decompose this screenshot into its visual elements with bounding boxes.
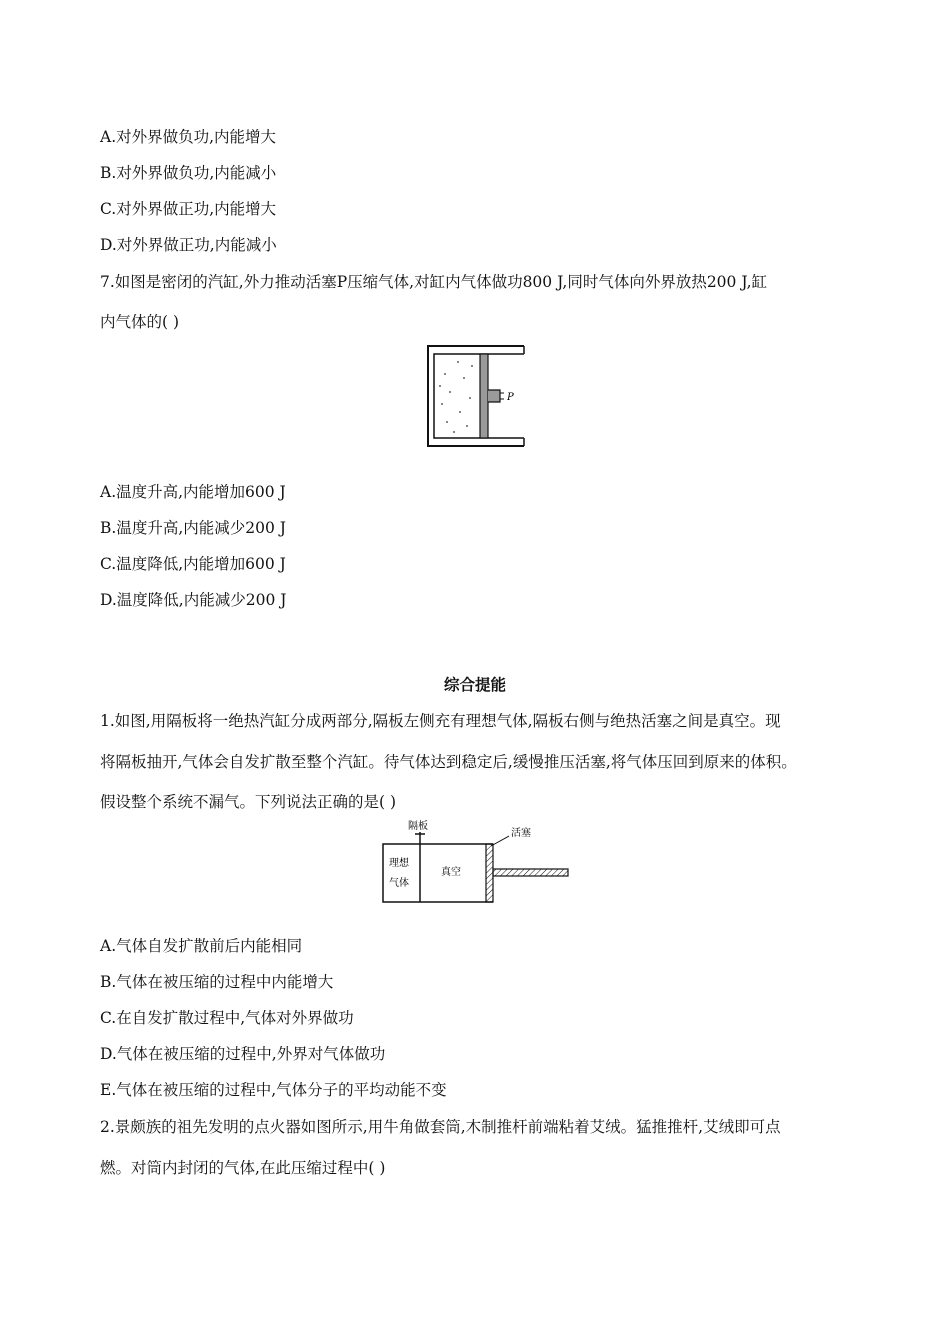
q6-option-a: A.对外界做负功,内能增大: [100, 128, 277, 146]
q7-option-b: B.温度升高,内能减少200 J: [100, 519, 286, 537]
q7-option-d: D.温度降低,内能减少200 J: [100, 591, 287, 609]
c1-option-d: D.气体在被压缩的过程中,外界对气体做功: [100, 1045, 386, 1063]
c1-piston: [486, 844, 493, 902]
c1-option-b: B.气体在被压缩的过程中内能增大: [100, 973, 334, 991]
c1-piston-label: 活塞: [511, 828, 531, 839]
c1-option-e: E.气体在被压缩的过程中,气体分子的平均动能不变: [100, 1081, 447, 1099]
q7-option-c: C.温度降低,内能增加600 J: [100, 555, 286, 573]
c1-vacuum-label: 真空: [441, 867, 461, 878]
q6-option-d: D.对外界做正功,内能减小: [100, 236, 277, 254]
section-title: 综合提能: [443, 676, 506, 694]
c1-piston-rod: [493, 869, 568, 876]
c2-stem-line-1: 2.景颇族的祖先发明的点火器如图所示,用牛角做套筒,木制推杆前端粘着艾绒。猛推推杆,艾绒即可点: [100, 1118, 781, 1136]
c2-stem-line-2: 燃。对筒内封闭的气体,在此压缩过程中( ): [100, 1159, 386, 1177]
c1-stem-line-2: 将隔板抽开,气体会自发扩散至整个汽缸。待气体达到稳定后,缓慢推压活塞,将气体压回到原来的体积。: [100, 753, 797, 771]
q7-piston: [480, 354, 488, 438]
q7-stem-line-1: 7.如图是密闭的汽缸,外力推动活塞P压缩气体,对缸内气体做功800 J,同时气体向外界放热200 J,缸: [100, 273, 768, 291]
c1-gas-label-1: 理想: [389, 858, 409, 869]
c1-partition-label: 隔板: [408, 821, 428, 832]
c1-gas-label-2: 气体: [389, 878, 409, 889]
c1-option-a: A.气体自发扩散前后内能相同: [100, 937, 303, 955]
c1-cylinder-figure: [375, 820, 575, 908]
q7-piston-label: P: [507, 392, 514, 403]
c1-option-c: C.在自发扩散过程中,气体对外界做功: [100, 1009, 354, 1027]
q7-option-a: A.温度升高,内能增加600 J: [100, 483, 286, 501]
q6-option-b: B.对外界做负功,内能减小: [100, 164, 277, 182]
q6-option-c: C.对外界做正功,内能增大: [100, 200, 277, 218]
c1-stem-line-1: 1.如图,用隔板将一绝热汽缸分成两部分,隔板左侧充有理想气体,隔板右侧与绝热活塞之间是真空。现: [100, 712, 781, 730]
q7-cylinder-figure: [420, 340, 530, 452]
q7-stem-line-2: 内气体的( ): [100, 313, 180, 331]
c1-stem-line-3: 假设整个系统不漏气。下列说法正确的是( ): [100, 793, 397, 811]
